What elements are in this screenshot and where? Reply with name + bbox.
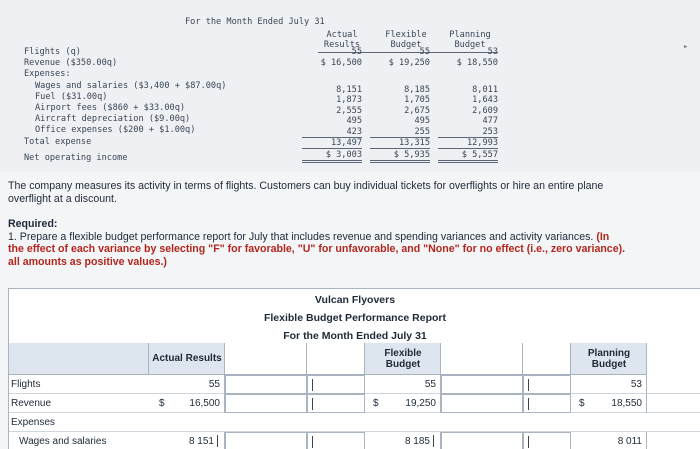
- flexible-wages: 8 185: [404, 436, 430, 447]
- variance2-revenue-select[interactable]: [523, 394, 571, 413]
- stmt-actual-wages: 8,151: [336, 85, 362, 95]
- variance1-flights-input[interactable]: [225, 375, 307, 394]
- hdr-planning-cell: Planning Budget: [571, 343, 647, 375]
- stmt-planning-depreciation: 477: [482, 116, 498, 126]
- actual-revenue: 16,500: [189, 398, 220, 409]
- hdr-variance2-type[interactable]: [523, 343, 571, 375]
- variance1-wages-input[interactable]: [225, 432, 307, 449]
- stmt-planning-flights: 53: [487, 47, 498, 57]
- stmt-flexible-wages: 8,185: [404, 85, 430, 95]
- planning-revenue: 18,550: [611, 398, 642, 409]
- stmt-planning-fuel: 1,643: [472, 95, 498, 105]
- stmt-actual-office: 423: [302, 127, 362, 138]
- table-row: [9, 432, 700, 449]
- stmt-label-fuel: Fuel ($31.00q): [35, 92, 108, 102]
- required-line1-tail: (In: [596, 230, 610, 243]
- variance1-revenue-select[interactable]: [307, 394, 365, 413]
- flexible-flights: 55: [424, 379, 436, 390]
- stmt-planning-wages: 8,011: [472, 85, 498, 95]
- col-planning-header: Planning Budget: [449, 30, 491, 50]
- report-company: Vulcan Flyovers: [314, 294, 396, 306]
- stmt-label-wages: Wages and salaries ($3,400 + $87.00q): [35, 81, 227, 91]
- expand-arrow-icon[interactable]: ▸: [683, 42, 689, 52]
- stmt-label-office: Office expenses ($200 + $1.00q): [35, 125, 196, 135]
- planning-wages: 8 011: [617, 436, 642, 447]
- stmt-flexible-flights: 55: [419, 47, 430, 57]
- required-line3: all amounts as positive values.): [8, 255, 167, 268]
- required-section: [8, 218, 700, 268]
- stmt-planning-total: 12,993: [438, 138, 498, 149]
- hdr-flexible-cell: Flexible Budget: [365, 343, 441, 375]
- hdr-variance1-input[interactable]: [225, 343, 307, 375]
- required-heading: Required:: [8, 218, 58, 230]
- hdr-label-cell: [9, 343, 149, 375]
- stmt-flexible-airport: 2,675: [404, 106, 430, 116]
- table-row: [9, 413, 700, 432]
- period-heading: For the Month Ended July 31: [185, 17, 325, 27]
- stmt-planning-airport: 2,609: [472, 106, 498, 116]
- row-label-revenue: Revenue: [11, 398, 52, 409]
- variance2-wages-select[interactable]: [523, 432, 571, 449]
- row-label-flights: Flights: [11, 379, 41, 390]
- planning-flights: 53: [630, 379, 642, 390]
- table-row: Revenue $ 16,500 $ 19,250 $ 18,550: [9, 394, 700, 413]
- stmt-actual-airport: 2,555: [336, 106, 362, 116]
- stmt-flexible-fuel: 1,705: [404, 95, 430, 105]
- stmt-planning-revenue: $ 18,550: [456, 58, 498, 68]
- required-line1: 1. Prepare a flexible budget performance report for July that includes revenue and spending variances and activity variances.: [8, 230, 594, 243]
- hdr-variance1-type[interactable]: [307, 343, 365, 375]
- stmt-actual-total: 13,497: [302, 138, 362, 149]
- col-flexible-header: Flexible Budget: [385, 30, 427, 50]
- stmt-flexible-depreciation: 495: [414, 116, 430, 126]
- stmt-actual-noi: $ 3,003: [302, 150, 362, 163]
- stmt-flexible-office: 255: [370, 127, 430, 138]
- stmt-actual-depreciation: 495: [346, 116, 362, 126]
- stmt-label-flights: Flights (q): [24, 47, 81, 57]
- variance1-flights-select[interactable]: [307, 375, 365, 394]
- stmt-label-depreciation: Aircraft depreciation ($9.00q): [35, 114, 191, 124]
- required-line2: the effect of each variance by selecting "F" for favorable, "U" for unfavorable, and "None" for no effect (i.e., zero variance).: [8, 243, 626, 255]
- col-actual-header: Actual Results: [323, 30, 361, 50]
- hdr-actual-cell: Actual Results: [149, 343, 225, 375]
- performance-report-grid: [8, 288, 700, 449]
- hdr-variance2-input[interactable]: [441, 343, 523, 375]
- stmt-label-total: Total expense: [24, 137, 92, 147]
- row-label-wages: Wages and salaries: [19, 436, 107, 447]
- variance2-flights-select[interactable]: [523, 375, 571, 394]
- stmt-flexible-total: 13,315: [370, 138, 430, 149]
- stmt-flexible-revenue: $ 19,250: [388, 58, 430, 68]
- stmt-flexible-noi: $ 5,935: [370, 150, 430, 163]
- report-period: For the Month Ended July 31: [283, 330, 427, 342]
- variance1-revenue-input[interactable]: [225, 394, 307, 413]
- stmt-planning-noi: $ 5,557: [438, 150, 498, 163]
- row-label-expenses: Expenses: [11, 417, 55, 428]
- stmt-actual-fuel: 1,873: [336, 95, 362, 105]
- actual-flights: 55: [208, 379, 220, 390]
- actual-wages: 8 151: [188, 436, 214, 447]
- report-header-band: [9, 289, 700, 343]
- stmt-label-noi: Net operating income: [24, 153, 128, 163]
- stmt-label-expenses: Expenses:: [24, 69, 71, 79]
- table-row: [9, 375, 700, 394]
- stmt-label-revenue: Revenue ($350.00q): [24, 58, 118, 68]
- stmt-actual-revenue: $ 16,500: [320, 58, 362, 68]
- variance2-revenue-input[interactable]: [441, 394, 523, 413]
- variance1-wages-select[interactable]: [307, 432, 365, 449]
- flexible-revenue: 19,250: [405, 398, 436, 409]
- stmt-actual-flights: 55: [351, 47, 362, 57]
- report-title: Flexible Budget Performance Report: [263, 312, 447, 324]
- variance2-flights-input[interactable]: [441, 375, 523, 394]
- problem-description: The company measures its activity in terms of flights. Customers can buy individual tickets for overflights or hire an entire plane overflight at a discount.: [8, 180, 604, 205]
- stmt-planning-office: 253: [438, 127, 498, 138]
- stmt-label-airport: Airport fees ($860 + $33.00q): [35, 103, 186, 113]
- income-statement-panel: [0, 0, 700, 172]
- variance2-wages-input[interactable]: [441, 432, 523, 449]
